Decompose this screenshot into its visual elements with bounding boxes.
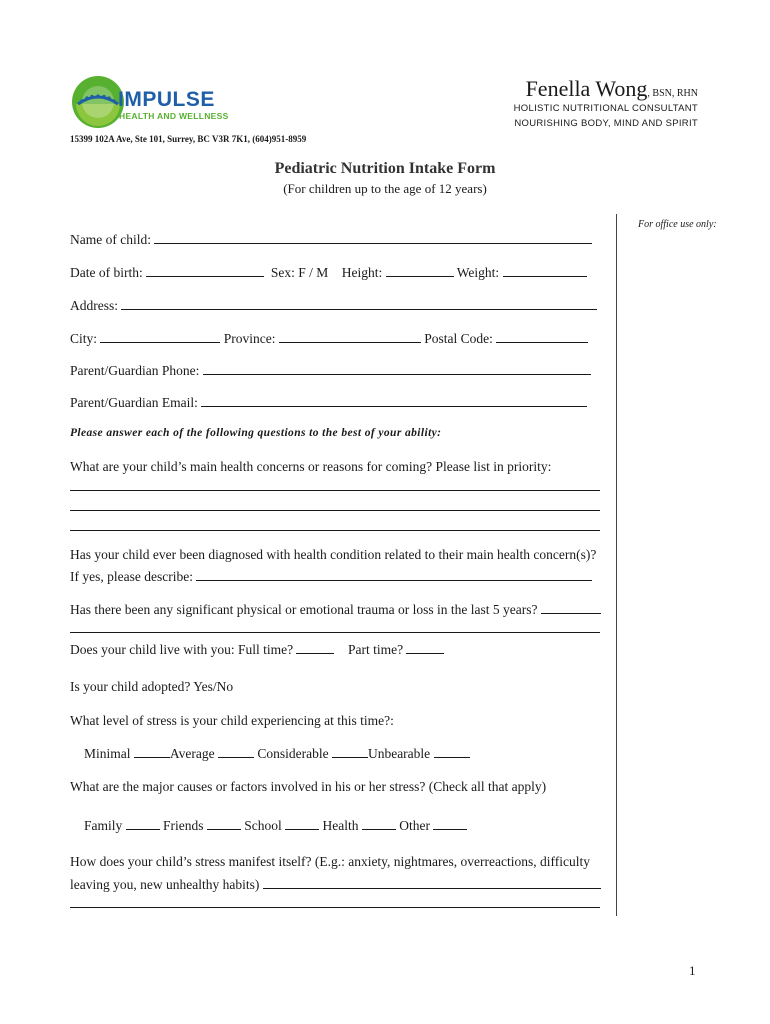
stress-level-options (84, 745, 470, 762)
stress-manifest-label-cont: leaving you, new unhealthy habits) (70, 877, 260, 892)
stress-level-considerable-field[interactable] (332, 745, 368, 758)
trauma-answer-line[interactable] (70, 620, 600, 633)
city-row (70, 330, 588, 347)
part-time-field[interactable] (406, 641, 444, 654)
stress-manifest-field[interactable] (263, 876, 601, 889)
child-name-field[interactable] (154, 231, 592, 244)
concerns-answer-line-1[interactable] (70, 478, 600, 491)
stress-cause-friends-field[interactable] (207, 817, 241, 830)
province-label: Province: (223, 331, 276, 346)
weight-label: Weight: (456, 265, 500, 280)
concerns-answer-line-2[interactable] (70, 498, 600, 511)
height-label: Height: (341, 265, 383, 280)
question-stress-level: What level of stress is your child experiencing at this time?: (70, 713, 394, 728)
stress-cause-other: Other (399, 818, 431, 833)
diagnosed-describe-row (70, 568, 592, 585)
concerns-answer-line-3[interactable] (70, 518, 600, 531)
dob-label: Date of birth: (70, 265, 143, 280)
full-time-field[interactable] (296, 641, 334, 654)
stress-level-considerable: Considerable (257, 746, 329, 761)
question-trauma: Has there been any significant physical or emotional trauma or loss in the last 5 years? (70, 602, 538, 617)
stress-manifest-row (70, 876, 601, 893)
question-diagnosed: Has your child ever been diagnosed with health condition related to their main health concern(s)? (70, 547, 597, 562)
city-label: City: (70, 331, 98, 346)
stress-cause-health-field[interactable] (362, 817, 396, 830)
consultant-slogan: NOURISHING BODY, MIND AND SPIRIT (514, 118, 698, 129)
form-instructions: Please answer each of the following questions to the best of your ability: (70, 427, 442, 439)
question-stress-manifest: How does your child’s stress manifest itself? (E.g.: anxiety, nightmares, overreactions, difficulty (70, 854, 591, 869)
stress-cause-other-field[interactable] (433, 817, 467, 830)
address-label: Address: (70, 298, 118, 313)
dob-row (70, 264, 587, 281)
question-stress-causes: What are the major causes or factors involved in his or her stress? (Check all that apply) (70, 779, 547, 794)
consultant-header (526, 76, 698, 102)
form-subtitle: (For children up to the age of 12 years) (283, 181, 487, 196)
diagnosed-describe-field[interactable] (196, 568, 592, 581)
city-field[interactable] (100, 330, 220, 343)
sex-label: Sex: F / M (270, 265, 329, 280)
logo-tagline-text: HEALTH AND WELLNESS (119, 111, 229, 121)
stress-cause-options (84, 817, 467, 834)
stress-level-minimal-field[interactable] (134, 745, 170, 758)
weight-field[interactable] (503, 264, 587, 277)
stress-cause-family: Family (84, 818, 123, 833)
stress-level-unbearable: Unbearable (367, 746, 431, 761)
stress-level-unbearable-field[interactable] (434, 745, 470, 758)
question-lives-with: Does your child live with you: (70, 642, 235, 657)
page-number: 1 (689, 963, 696, 978)
consultant-role: HOLISTIC NUTRITIONAL CONSULTANT (513, 103, 698, 114)
height-field[interactable] (386, 264, 454, 277)
part-time-label: Part time? (347, 642, 404, 657)
stress-level-average-field[interactable] (218, 745, 254, 758)
postal-code-label: Postal Code: (424, 331, 493, 346)
stress-cause-family-field[interactable] (126, 817, 160, 830)
stress-manifest-answer-line[interactable] (70, 895, 600, 908)
logo-brand-text: IMPULSE (118, 88, 215, 111)
phone-field[interactable] (203, 362, 591, 375)
trauma-field[interactable] (541, 601, 601, 614)
stress-level-average: Average (169, 746, 215, 761)
child-name-row (70, 231, 592, 248)
address-field[interactable] (121, 297, 597, 310)
full-time-label: Full time? (237, 642, 294, 657)
stress-cause-school-field[interactable] (285, 817, 319, 830)
stress-cause-health: Health (322, 818, 359, 833)
phone-label: Parent/Guardian Phone: (70, 363, 200, 378)
postal-code-field[interactable] (496, 330, 588, 343)
dob-field[interactable] (146, 264, 264, 277)
consultant-credentials: , BSN, RHN (647, 88, 698, 99)
stress-cause-friends: Friends (163, 818, 204, 833)
office-use-label: For office use only: (638, 219, 717, 230)
email-field[interactable] (201, 394, 587, 407)
stress-level-minimal: Minimal (84, 746, 131, 761)
clinic-address: 15399 102A Ave, Ste 101, Surrey, BC V3R 7K1, (604)951-8959 (70, 134, 307, 144)
form-title: Pediatric Nutrition Intake Form (274, 160, 496, 177)
email-label: Parent/Guardian Email: (70, 395, 198, 410)
consultant-name: Fenella Wong (525, 76, 648, 101)
province-field[interactable] (279, 330, 421, 343)
trauma-row (70, 601, 601, 618)
phone-row (70, 362, 591, 379)
child-name-label: Name of child: (70, 232, 151, 247)
email-row (70, 394, 587, 411)
lives-with-row (70, 641, 444, 658)
company-logo (70, 74, 230, 130)
question-health-concerns: What are your child’s main health concerns or reasons for coming? Please list in priority: (70, 459, 552, 474)
address-row (70, 297, 597, 314)
diagnosed-describe-label: If yes, please describe: (70, 569, 193, 584)
stress-cause-school: School (244, 818, 282, 833)
office-use-divider (616, 214, 617, 916)
question-adopted[interactable]: Is your child adopted? Yes/No (70, 679, 234, 694)
